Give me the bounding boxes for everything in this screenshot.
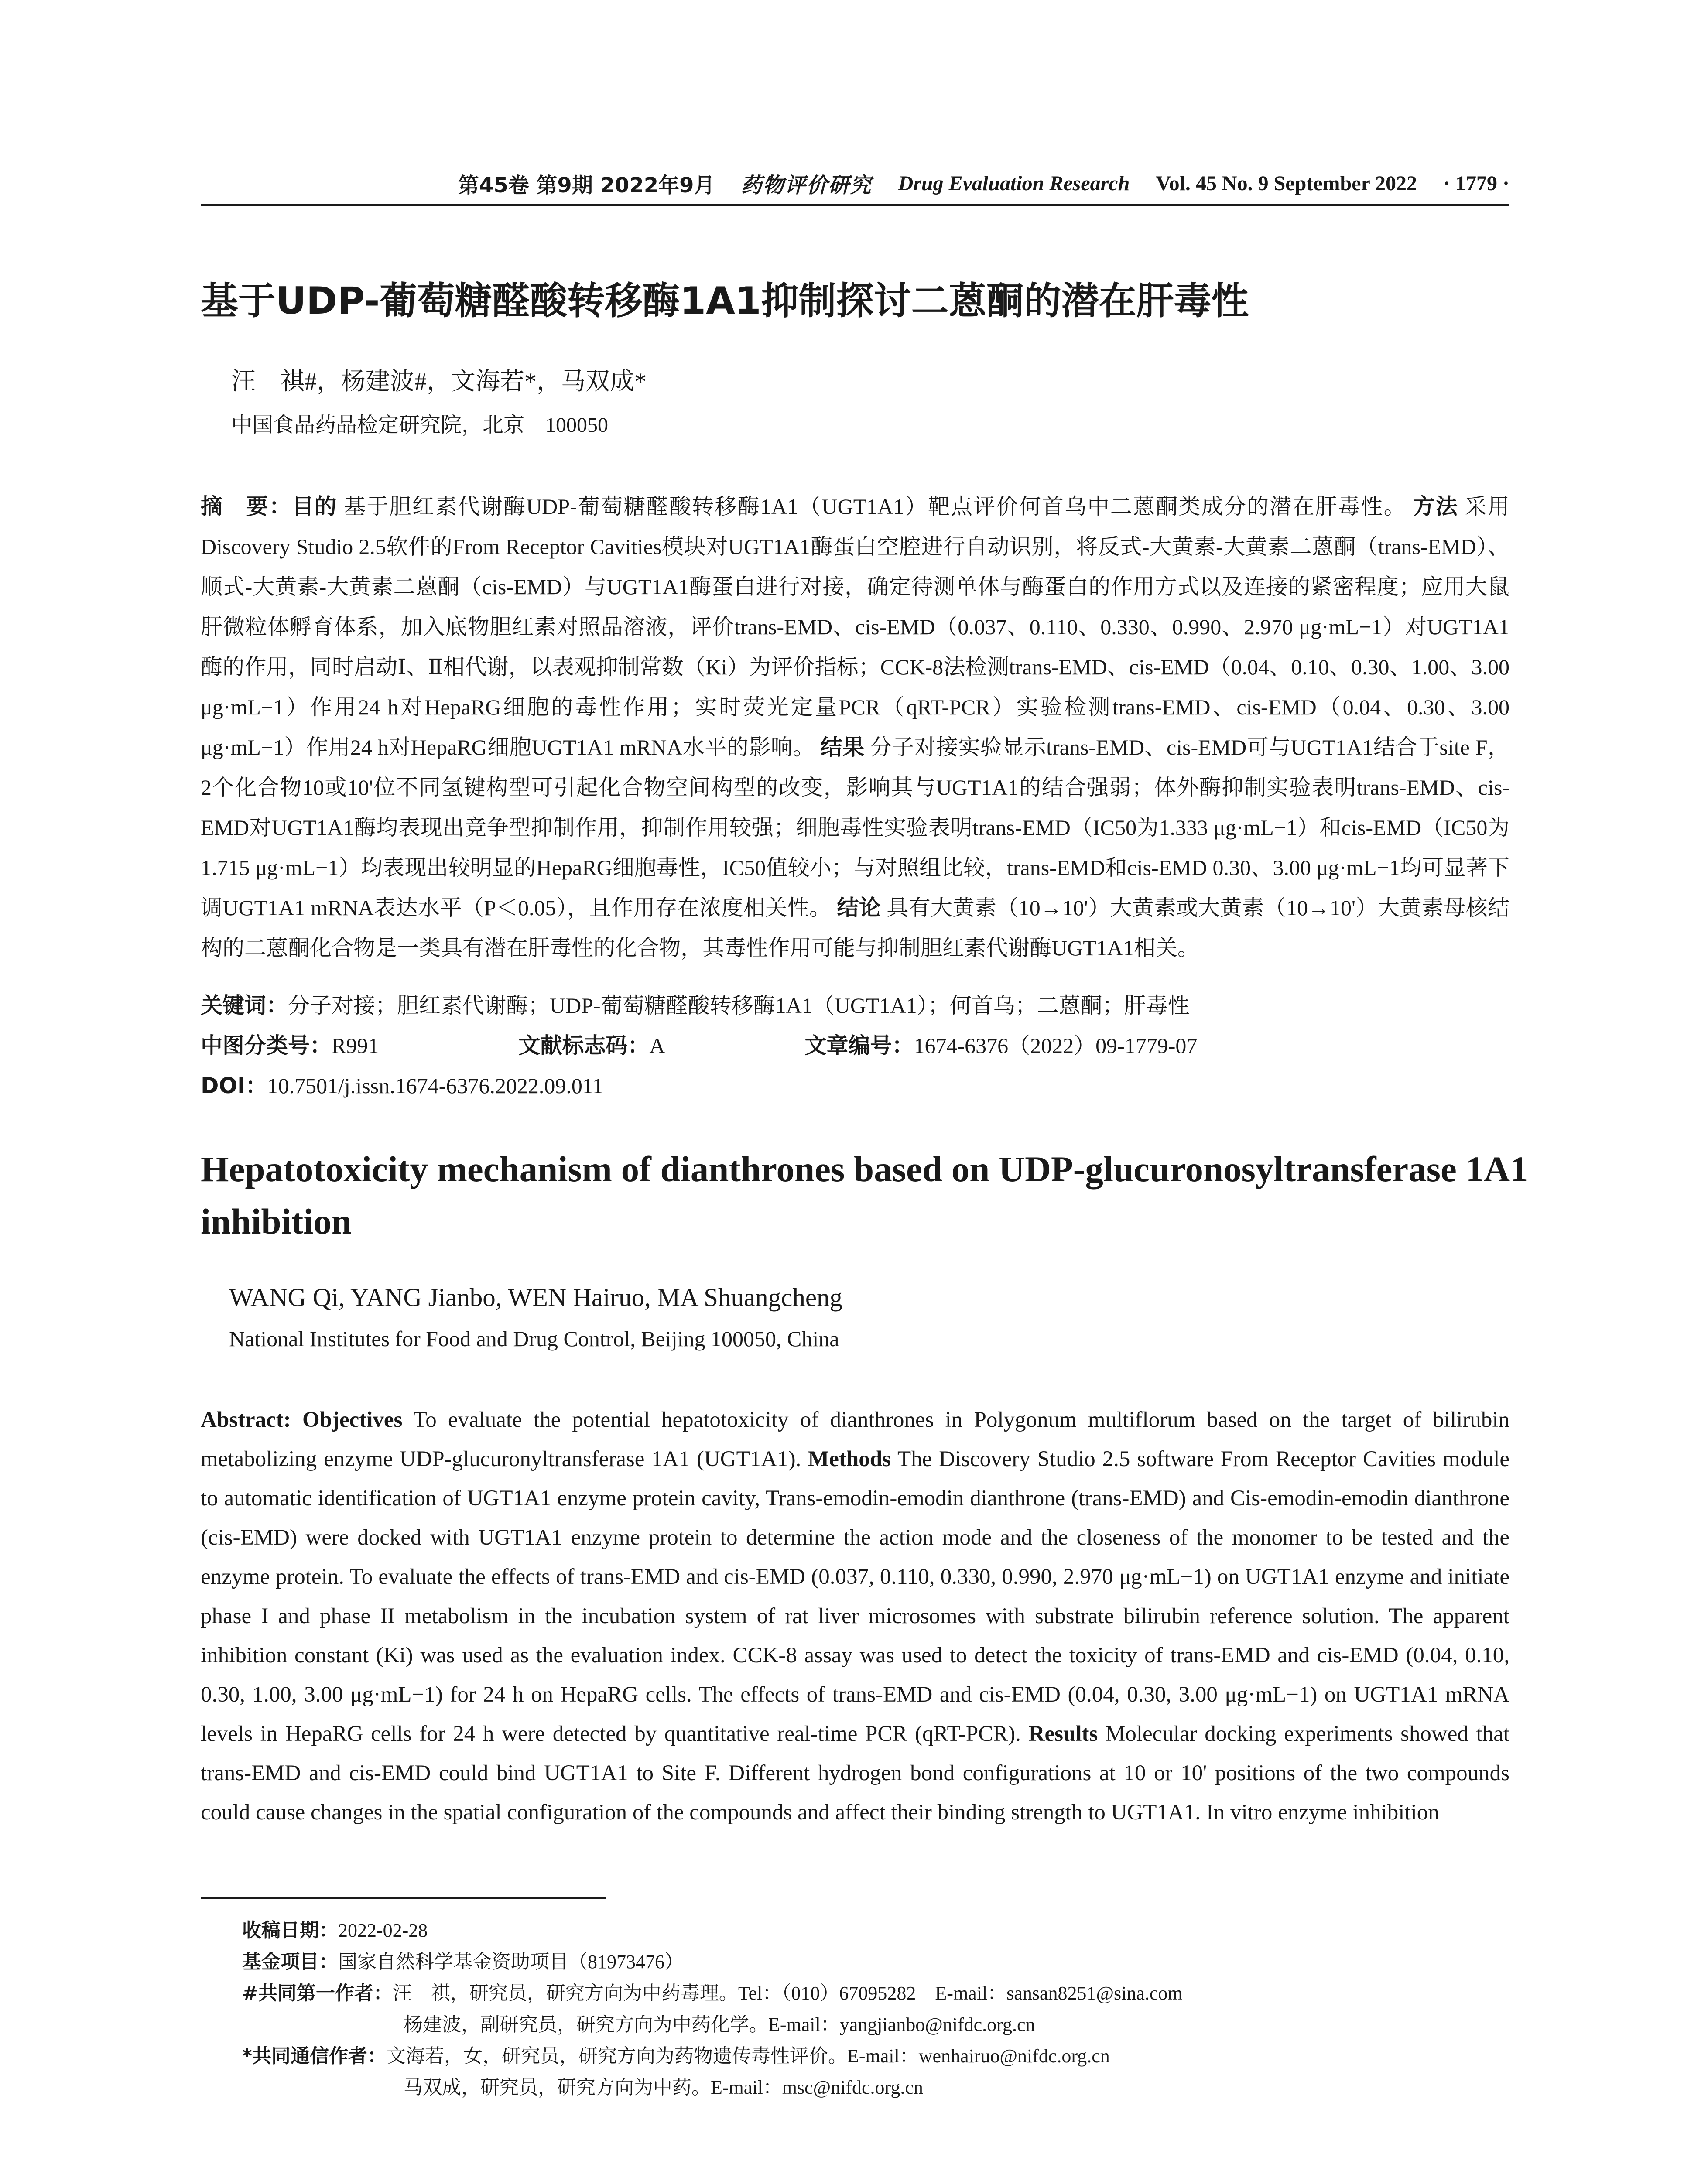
cn-classification [201,1028,1509,1060]
en-authors: WANG Qi, YANG Jianbo, WEN Hairuo, MA Shuangcheng [229,1283,843,1312]
cn-objective-text: 基于胆红素代谢酶UDP-葡萄糖醛酸转移酶1A1（UGT1A1）靶点评价何首乌中二蒽酮类成分的潜在肝毒性。 [337,494,1407,519]
fund-value: 国家自然科学基金资助项目（81973476） [338,1951,684,1972]
doi-label: DOI： [201,1073,267,1098]
cn-keywords [201,988,1509,1019]
corresponding-label: *共同通信作者： [242,2045,387,2067]
footnotes [242,1915,1507,2103]
journal-name-en: Drug Evaluation Research [898,171,1130,195]
cn-abstract-label: 摘 要： [201,494,292,519]
en-methods-label: Methods [808,1447,891,1471]
header-rule [201,204,1509,206]
received-label: 收稿日期： [242,1919,338,1942]
cn-conclusion-label: 结论 [837,895,881,920]
doi-value: 10.7501/j.issn.1674-6376.2022.09.011 [267,1073,604,1098]
clc-value: R991 [332,1033,379,1058]
footnote-first-author [242,1978,1507,2009]
cn-methods-label: 方法 [1413,494,1459,519]
fund-label: 基金项目： [242,1951,338,1973]
cn-methods-text: 采用Discovery Studio 2.5软件的From Receptor Cavities模块对UGT1A1酶蛋白空腔进行自动识别，将反式-大黄素-大黄素二蒽酮（trans-EMD）、顺式-大黄素-大黄素二蒽酮（cis-EMD）与UGT1A1酶蛋白进行对接，确定待测单体与酶蛋白的作用方式以及连接的紧密程度；应用大鼠肝微粒体孵育体系，加入底物胆红素对照品溶液，评价trans-EMD、cis-EMD（0.037、0.110、0.330、0.990、2.970 μg·mL−1）对UGT1A1酶的作用，同时启动Ⅰ、Ⅱ相代谢，以表观抑制常数（Ki）为评价指标；CCK-8法检测trans-EMD、cis-EMD（0.04、0.10、0.30、1.00、3.00 μg·mL−1）作用24 h对HepaRG细胞的毒性作用；实时荧光定量PCR（qRT-PCR）实验检测trans-EMD、cis-EMD（0.04、0.30、3.00 μg·mL−1）作用24 h对HepaRG细胞UGT1A1 mRNA水平的影响。 [201,494,1510,759]
issue-cn: 第45卷 第9期 2022年9月 [458,173,715,198]
en-affiliation: National Institutes for Food and Drug Control, Beijing 100050, China [229,1326,839,1351]
en-abstract [201,1400,1509,1832]
doccode-label: 文献标志码： [518,1033,650,1058]
footnote-corresponding [242,2041,1507,2072]
corresponding-1: 文海若，女，研究员，研究方向为药物遗传毒性评价。E-mail：wenhairuo@nifdc.org.cn [387,2045,1110,2067]
page-number: · 1779 · [1443,171,1509,195]
cn-results-label: 结果 [820,735,865,760]
footnote-fund [242,1946,1507,1978]
keywords-label: 关键词： [201,993,288,1018]
corresponding-2: 马双成，研究员，研究方向为中药。E-mail：msc@nifdc.org.cn [404,2077,923,2098]
cn-abstract [201,486,1509,968]
cn-title: 基于UDP-葡萄糖醛酸转移酶1A1抑制探讨二蒽酮的潜在肝毒性 [201,279,1249,323]
running-header [201,168,1509,198]
journal-name-cn: 药物评价研究 [741,173,872,198]
en-abstract-label: Abstract: [201,1408,302,1432]
en-methods-text: The Discovery Studio 2.5 software From Receptor Cavities module to automatic identification of UGT1A1 enzyme protein cavity, Trans-emodin-emodin dianthrone (trans-EMD) and Cis-emodin-emodin dianthrone (cis-EMD) were docked with UGT1A1 enzyme protein to determine the action mode and the closeness of the monomer to be tested and the enzyme protein. To evaluate the effects of trans-EMD and cis-EMD (0.037, 0.110, 0.330, 0.990, 2.970 μg·mL−1) on UGT1A1 enzyme and initiate phase I and phase II metabolism in the incubation system of rat liver microsomes with substrate bilirubin reference solution. The apparent inhibition constant (Ki) was used as the evaluation index. CCK-8 assay was used to detect the toxicity of trans-EMD and cis-EMD (0.04, 0.10, 0.30, 1.00, 3.00 μg·mL−1) for 24 h on HepaRG cells. The effects of trans-EMD and cis-EMD (0.04, 0.30, 3.00 μg·mL−1) on UGT1A1 mRNA levels in HepaRG cells for 24 h were detected by quantitative real-time PCR (qRT-PCR). [201,1447,1509,1746]
en-objectives-text: To evaluate the potential hepatotoxicity of dianthrones in Polygonum multiflorum based on the target of bilirubin metabolizing enzyme UDP-glucuronyltransferase 1A1 (UGT1A1). [201,1408,1510,1471]
received-value: 2022-02-28 [338,1920,428,1941]
footnote-received [242,1915,1507,1946]
first-author-1: 汪 祺，研究员，研究方向为中药毒理。Tel：（010）67095282 E-mail：sansan8251@sina.com [392,1983,1183,2004]
first-author-label: #共同第一作者： [242,1982,393,2004]
cn-conclusion-text: 具有大黄素（10→10'）大黄素或大黄素（10→10'）大黄素母核结构的二蒽酮化合物是一类具有潜在肝毒性的化合物，其毒性作用可能与抑制胆红素代谢酶UGT1A1相关。 [201,896,1509,960]
cn-doi [201,1068,1509,1100]
en-results-label: Results [1028,1722,1098,1746]
first-author-2: 杨建波，副研究员，研究方向为中药化学。E-mail：yangjianbo@nifdc.org.cn [404,2014,1035,2035]
en-title: Hepatotoxicity mechanism of dianthrones based on UDP-glucuronosyltransferase 1A1 inhibition [201,1149,1528,1241]
footnote-rule [201,1897,606,1899]
issue-en: Vol. 45 No. 9 September 2022 [1156,171,1417,195]
clc-label: 中图分类号： [201,1033,332,1058]
cn-objective-label: 目的 [291,494,338,519]
en-results-text: Molecular docking experiments showed that trans-EMD and cis-EMD could bind UGT1A1 to Site F. Different hydrogen bond configurations at 10 or 10' positions of the two compounds could cause changes in the spatial configuration of the compounds and affect their binding strength to UGT1A1. In vitro enzyme inhibition [201,1722,1510,1825]
article-value: 1674-6376（2022）09-1779-07 [914,1033,1198,1058]
doccode-value: A [649,1033,665,1058]
article-label: 文章编号： [804,1033,914,1058]
en-objectives-label: Objectives [302,1408,403,1432]
cn-affiliation: 中国食品药品检定研究院，北京 100050 [231,414,609,437]
cn-authors: 汪 祺#，杨建波#，文海若*，马双成* [231,368,647,395]
keywords-text: 分子对接；胆红素代谢酶；UDP-葡萄糖醛酸转移酶1A1（UGT1A1）；何首乌；二蒽酮；肝毒性 [288,993,1190,1018]
cn-results-text: 分子对接实验显示trans-EMD、cis-EMD可与UGT1A1结合于site F，2个化合物10或10'位不同氢键构型可引起化合物空间构型的改变，影响其与UGT1A1的结合强弱；体外酶抑制实验表明trans-EMD、cis-EMD对UGT1A1酶均表现出竞争型抑制作用，抑制作用较强；细胞毒性实验表明trans-EMD（IC50为1.333 μg·mL−1）和cis-EMD（IC50为1.715 μg·mL−1）均表现出较明显的HepaRG细胞毒性，IC50值较小；与对照组比较，trans-EMD和cis-EMD 0.30、3.00 μg·mL−1均可显著下调UGT1A1 mRNA表达水平（P＜0.05），且作用存在浓度相关性。 [201,735,1510,920]
